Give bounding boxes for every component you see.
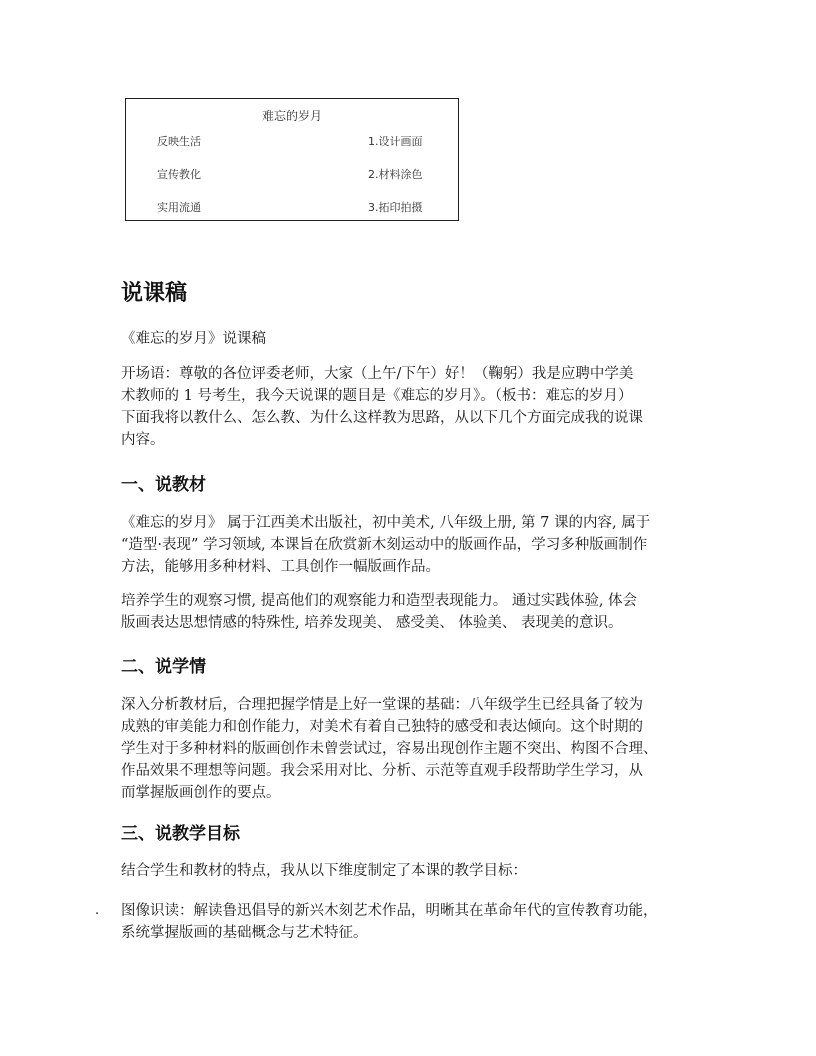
board-right-item: 2.材料涂色: [368, 168, 423, 181]
paragraph-line: 成熟的审美能力和创作能力，对美术有着自己独特的感受和表达倾向。这个时期的: [121, 719, 643, 735]
subtitle: 《难忘的岁月》说课稿: [121, 331, 266, 347]
section-heading-objectives: 三、说教学目标: [121, 824, 240, 844]
board-title: 难忘的岁月: [261, 109, 322, 123]
objective-bullet-item: [121, 900, 711, 944]
intro-line: 内容。: [121, 432, 165, 448]
blackboard-design-box: [125, 98, 459, 221]
section-heading-students: 二、说学情: [121, 657, 206, 677]
paragraph-line: 而掌握版画创作的要点。: [121, 785, 281, 801]
students-paragraph: [121, 694, 711, 804]
paragraph-line: 版画表达思想情感的特殊性, 培养发现美、 感受美、 体验美、 表现美的意识。: [121, 615, 623, 631]
paragraph-line: 作品效果不理想等问题。我会采用对比、分析、示范等直观手段帮助学生学习，从: [121, 763, 643, 779]
board-left-item: 宣传教化: [157, 168, 201, 181]
bullet-marker: .: [95, 903, 100, 918]
section-heading-textbook: 一、说教材: [121, 475, 206, 495]
paragraph-line: 系统掌握版画的基础概念与艺术特征。: [121, 925, 368, 941]
paragraph-line: 图像识读：解读鲁迅倡导的新兴木刻艺术作品，明晰其在革命年代的宣传教育功能，: [121, 903, 658, 919]
paragraph-line: 学生对于多种材料的版画创作未曾尝试过，容易出现创作主题不突出、构图不合理、: [121, 741, 658, 757]
objectives-intro: 结合学生和教材的特点，我从以下维度制定了本课的教学目标：: [121, 863, 527, 879]
intro-line: 下面我将以教什么、怎么教、为什么这样教为思路，从以下几个方面完成我的说课: [121, 410, 643, 426]
paragraph-line: 深入分析教材后，合理把握学情是上好一堂课的基础：八年级学生已经具备了较为: [121, 697, 643, 713]
board-right-item: 3.拓印拍摄: [368, 201, 423, 214]
intro-line: 术教师的 1 号考生，我今天说课的题目是《难忘的岁月》。（板书：难忘的岁月）: [121, 388, 633, 404]
paragraph-line: “造型·表现” 学习领域, 本课旨在欣赏新木刻运动中的版画作品，学习多种版画制作: [121, 537, 648, 553]
paragraph-line: 培养学生的观察习惯, 提高他们的观察能力和造型表现能力。 通过实践体验, 体会: [121, 593, 638, 609]
textbook-paragraph-2: [121, 590, 711, 634]
textbook-paragraph-1: [121, 512, 711, 578]
intro-paragraph: [121, 363, 711, 451]
paragraph-line: 方法，能够用多种材料、工具创作一幅版画作品。: [121, 559, 440, 575]
paragraph-line: 《难忘的岁月》 属于江西美术出版社，初中美术, 八年级上册, 第 7 课的内容, 属于: [121, 515, 651, 531]
intro-line: 开场语：尊敬的各位评委老师，大家（上午/下午）好！（鞠躬）我是应聘中学美: [121, 366, 634, 382]
document-title: 说课稿: [121, 281, 188, 306]
board-left-item: 反映生活: [157, 135, 201, 148]
board-left-item: 实用流通: [157, 201, 201, 214]
board-right-item: 1.设计画面: [368, 135, 423, 148]
